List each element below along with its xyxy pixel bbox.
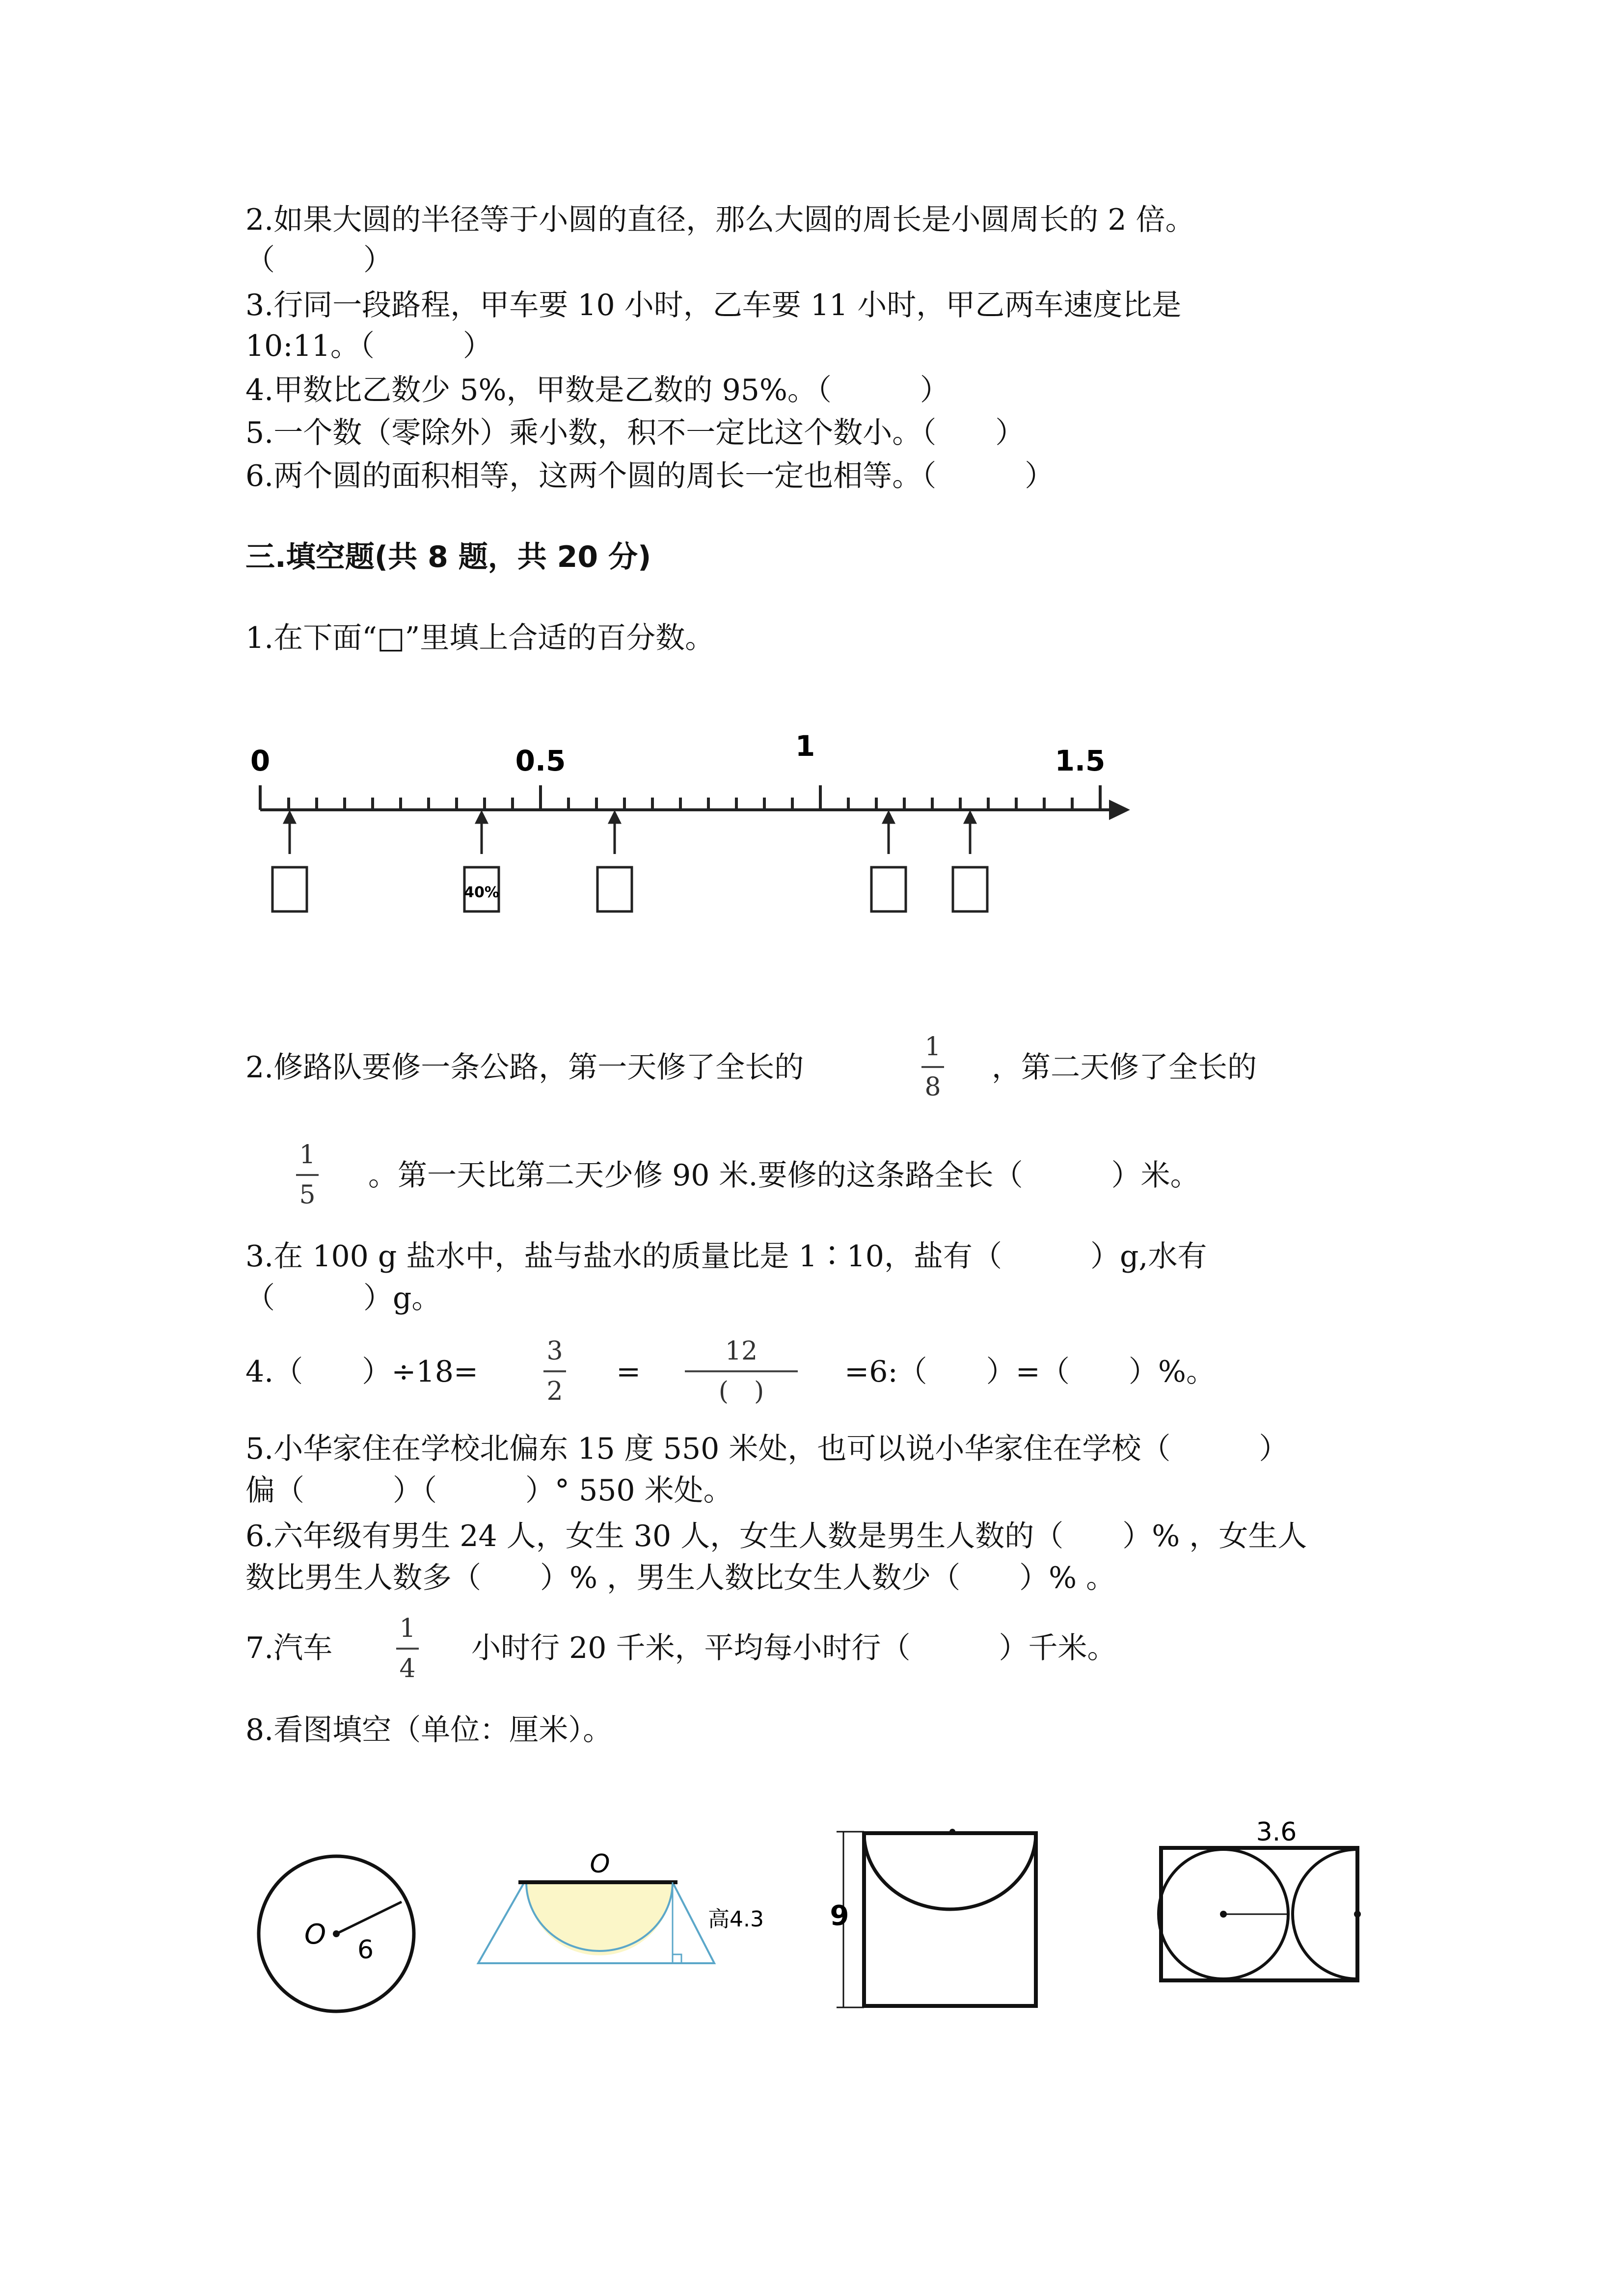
fill-q6-line2: 数比男生人数多（ ）% ，男生人数比女生人数少（ ）% 。 — [245, 1561, 1116, 1595]
fill-q3-line2: （ ）g。 — [245, 1281, 441, 1315]
tick-label-0-5: 0.5 — [515, 744, 566, 777]
judge-q5: 5.一个数（零除外）乘小数，积不一定比这个数小。（ ） — [245, 416, 1025, 450]
fraction-denominator: 2 — [546, 1377, 563, 1406]
semicircle-center-label: O — [590, 1849, 610, 1879]
fraction-denominator: ( ) — [718, 1377, 764, 1406]
judge-q4: 4.甲数比乙数少 5%，甲数是乙数的 95%。（ ） — [245, 373, 949, 407]
fraction-numerator: 1 — [399, 1614, 416, 1643]
fill-q2-part1: 2.修路队要修一条公路，第一天修了全长的 — [245, 1050, 804, 1085]
figure-semicircle-trapezoid — [471, 1845, 776, 1993]
fraction-denominator: 5 — [299, 1180, 316, 1210]
judge-q2-line2: （ ） — [245, 243, 393, 277]
fraction-three-halves — [540, 1335, 569, 1408]
fraction-numerator: 12 — [725, 1336, 758, 1366]
judge-q2-line1: 2.如果大圆的半径等于小圆的直径，那么大圆的周长是小圆周长的 2 倍。 — [245, 203, 1195, 237]
fill-q5-line1: 5.小华家住在学校北偏东 15 度 550 米处，也可以说小华家住在学校（ ） — [245, 1432, 1289, 1466]
fill-q2-part3: 。第一天比第二天少修 90 米.要修的这条路全长（ ）米。 — [368, 1158, 1200, 1193]
fraction-twelve-blank — [685, 1335, 798, 1408]
fill-q7-part2: 小时行 20 千米，平均每小时行（ ）千米。 — [471, 1631, 1117, 1665]
fill-q4-part2: =6:（ ）=（ ）%。 — [844, 1355, 1216, 1389]
height-label: 高4.3 — [708, 1907, 764, 1932]
fill-q2-part2: ，第二天修了全长的 — [992, 1050, 1257, 1085]
fill-q4-equals: = — [616, 1355, 641, 1389]
fill-q7-part1: 7.汽车 — [245, 1631, 333, 1665]
tick-label-0: 0 — [250, 744, 271, 777]
fill-q8: 8.看图填空（单位：厘米）。 — [245, 1713, 613, 1747]
tick-label-1: 1 — [795, 729, 815, 763]
circle-radius-label: 6 — [357, 1935, 374, 1965]
judge-q3-line1: 3.行同一段路程，甲车要 10 小时，乙车要 11 小时，甲乙两车速度比是 — [245, 288, 1182, 322]
answer-box-5 — [953, 867, 987, 911]
fill-q4-part1: 4.（ ）÷18= — [245, 1355, 479, 1389]
fraction-denominator: 4 — [399, 1654, 416, 1683]
judge-q6: 6.两个圆的面积相等，这两个圆的周长一定也相等。（ ） — [245, 459, 1055, 493]
tick-label-1-5: 1.5 — [1055, 744, 1106, 777]
answer-box-1 — [272, 867, 307, 911]
figure-rect-circles — [1149, 1811, 1375, 1988]
answer-box-3 — [597, 867, 632, 911]
answer-box-4 — [871, 867, 906, 911]
number-line-figure — [245, 721, 1154, 933]
box-label-40: 40% — [464, 884, 499, 901]
rect-top-label: 3.6 — [1256, 1817, 1297, 1847]
fill-q5-line2: 偏（ ）（ ）° 550 米处。 — [245, 1473, 733, 1508]
fraction-one-eighth — [918, 1031, 947, 1103]
fraction-numerator: 1 — [924, 1032, 941, 1062]
fraction-numerator: 1 — [299, 1140, 316, 1170]
fill-q3-line1: 3.在 100 g 盐水中，盐与盐水的质量比是 1∶10，盐有（ ）g,水有 — [245, 1239, 1207, 1274]
judge-q3-line2: 10:11。（ ） — [245, 329, 492, 363]
figure-circle — [245, 1841, 427, 2022]
circle-center-label: O — [304, 1919, 326, 1950]
fraction-one-fifth — [293, 1139, 322, 1211]
square-side-label: 9 — [830, 1900, 849, 1932]
fill-q1: 1.在下面“□”里填上合适的百分数。 — [245, 621, 715, 655]
fraction-one-quarter — [393, 1612, 422, 1685]
fraction-numerator: 3 — [546, 1336, 563, 1366]
fill-q6-line1: 6.六年级有男生 24 人，女生 30 人，女生人数是男生人数的（ ）% ，女生人 — [245, 1519, 1307, 1553]
fraction-denominator: 8 — [924, 1072, 941, 1102]
section-heading: 三.填空题(共 8 题，共 20 分) — [245, 540, 651, 574]
figure-square-semicircle — [825, 1816, 1051, 2017]
